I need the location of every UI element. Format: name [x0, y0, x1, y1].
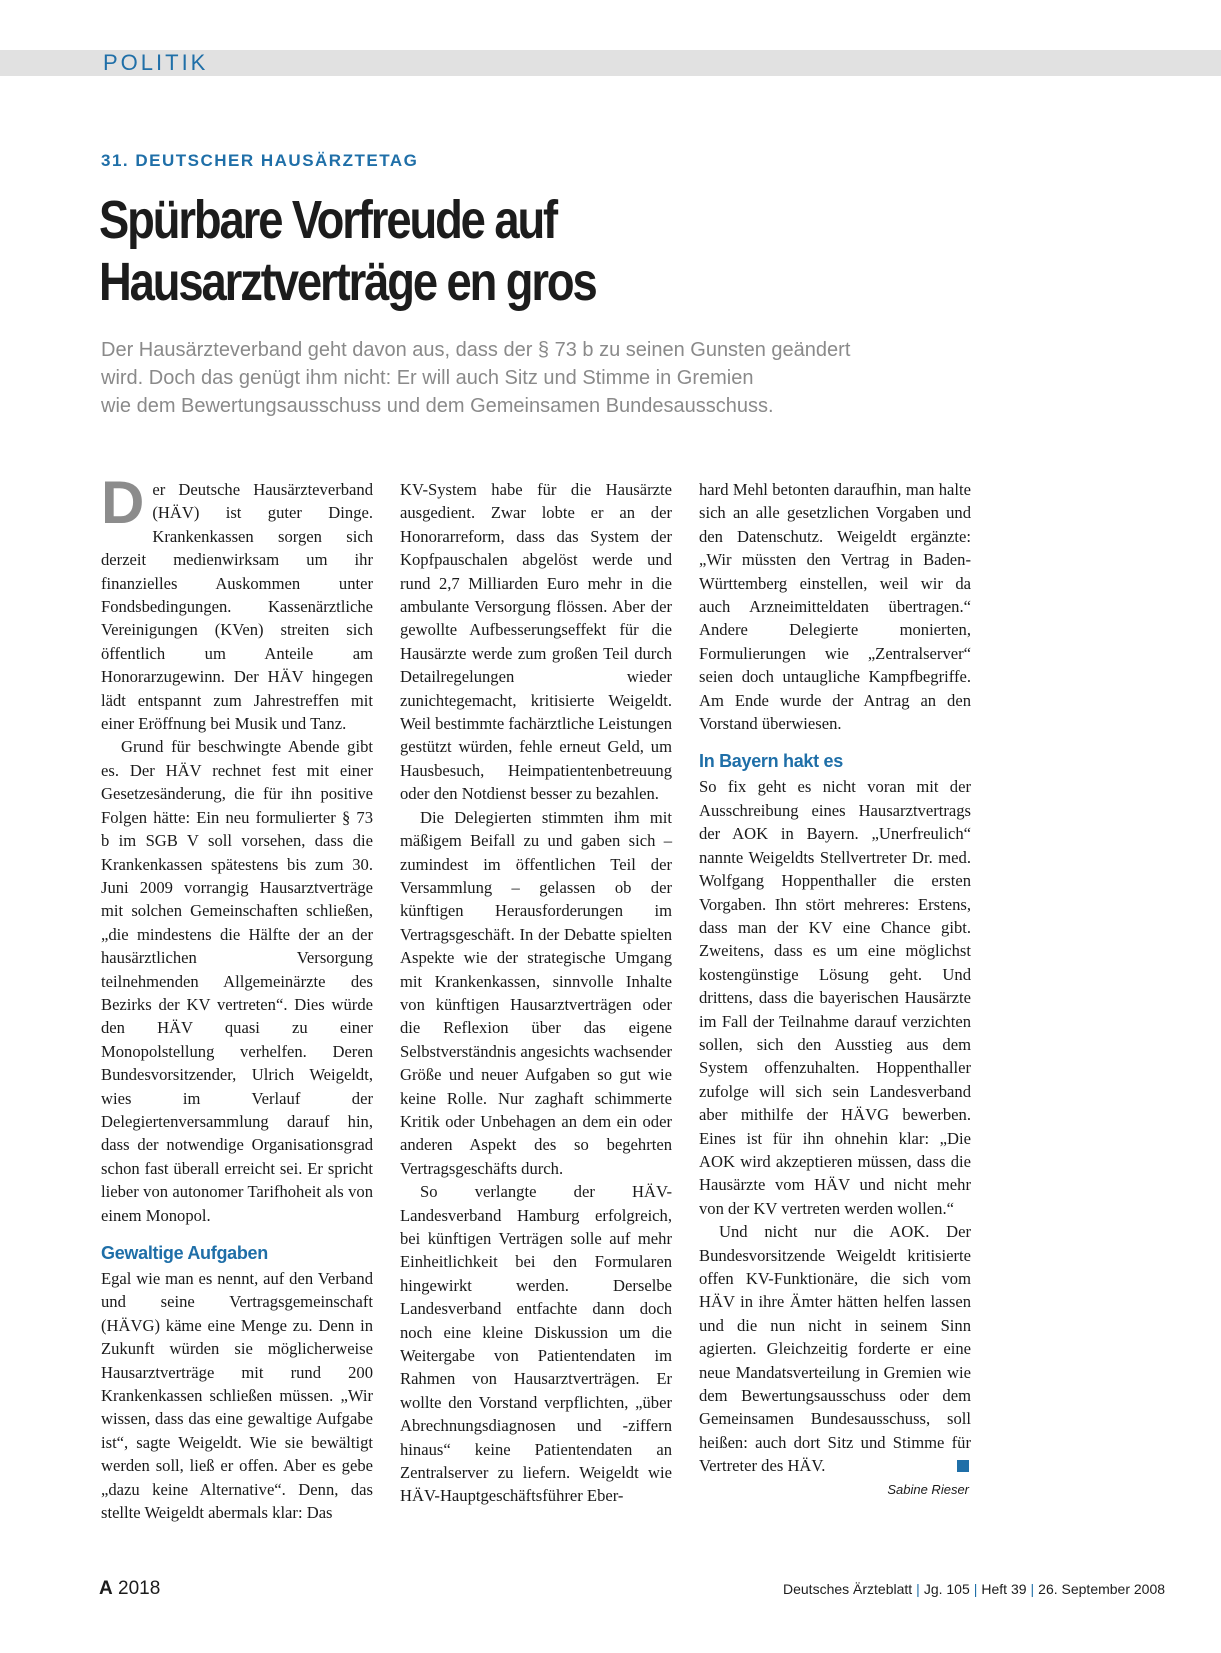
- section-label: POLITIK: [103, 50, 209, 75]
- page-number: [99, 1578, 160, 1600]
- footer-separator: |: [1030, 1581, 1035, 1597]
- article-column-2: [400, 478, 672, 1508]
- headline-line: Hausarztverträge en gros: [99, 252, 596, 312]
- journal-name: Deutsches Ärzteblatt: [783, 1581, 913, 1597]
- end-mark-icon: [957, 1460, 969, 1472]
- paragraph: hard Mehl betonten daraufhin, man halte sich an alle gesetzlichen Vorgaben und den Datenschutz. Weigeldt ergänzte: „Wir müssten den Vertrag in Baden-Württemberg einstellen, weil wir da auch Arzneimitteldaten übertragen.“ Andere Delegierte monierten, Formulierungen wie „Zentralserver“ seien doch untaugliche Kampfbegriffe. Am Ende wurde der Antrag an den Vorstand überwiesen.: [699, 480, 971, 734]
- article-column-3: [699, 478, 971, 1502]
- paragraph: [699, 1220, 971, 1477]
- journal-date: 26. September 2008: [1038, 1581, 1166, 1597]
- article-column-1: [101, 469, 373, 1524]
- paragraph-text: Und nicht nur die AOK. Der Bundesvorsitzende Weigeldt kritisierte offen KV-Funktionäre, die sich vom HÄV in ihre Ämter hätten helfen lassen und die nun nicht in seinem Sinn agierten. Gleichzeitig forderte er eine neue Mandatsverteilung in Gremien wie dem Bewertungsausschuss oder dem Gemeinsamen Bundesausschuss, soll heißen: auch dort Sitz und Stimme für Vertreter des HÄV.: [699, 1222, 971, 1476]
- footer-separator: |: [916, 1581, 920, 1597]
- footer-separator: |: [973, 1581, 978, 1597]
- page-number-value: 2018: [118, 1578, 161, 1599]
- lead-line: wie dem Bewertungsausschuss und dem Gemeinsamen Bundesausschuss.: [101, 395, 774, 417]
- paragraph: KV-System habe für die Hausärzte ausgedient. Zwar lobte er an der Honorarreform, dass das System der Kopfpauschalen abgelöst werde und rund 2,7 Milliarden Euro mehr in die ambulante Versorgung flössen. Aber der gewollte Aufbesserungseffekt für die Hausärzte werde zum großen Teil durch Detailregelungen wieder zunichtegemacht, kritisierte Weigeldt. Weil bestimmte fachärztliche Leistungen gestützt würden, fehle erneut Geld, um Hausbesuch, Heimpatientenbetreuung oder den Notdienst besser zu bezahlen.: [400, 480, 672, 804]
- journal-volume: Jg. 105: [923, 1581, 970, 1597]
- paragraph: Egal wie man es nennt, auf den Verband und seine Vertragsgemeinschaft (HÄVG) käme eine Menge zu. Denn in Zukunft würden sie möglicherweise Hausarztverträge mit rund 200 Krankenkassen schließen müssen. „Wir wissen, dass das eine gewaltige Aufgabe ist“, sagte Weigeldt. Wie sie bewältigt werden soll, ließ er offen. Aber es gebe „dazu keine Alternative“. Denn, das stellte Weigeldt abermals klar: Das: [101, 1269, 373, 1523]
- journal-issue: Heft 39: [981, 1581, 1027, 1597]
- paragraph: [101, 469, 373, 735]
- lead-line: wird. Doch das genügt ihm nicht: Er will auch Sitz und Stimme in Gremien: [101, 367, 754, 389]
- lead-line: Der Hausärzteverband geht davon aus, dass der § 73 b zu seinen Gunsten geändert: [101, 339, 851, 361]
- paragraph: So fix geht es nicht voran mit der Ausschreibung eines Hausarztvertrags der AOK in Bayern. „Unerfreulich“ nannte Weigeldts Stellvertreter Dr. med. Wolfgang Hoppenthaller die ersten Vorgaben. Ihn stört mehreres: Erstens, dass man der KV eine Chance gibt. Zweitens, dass es um eine möglichst kostengünstige Lösung geht. Und drittens, dass die bayerischen Hausärzte im Fall der Teilnahme darauf verzichten sollen, sich den Ausstieg aus dem System offenzuhalten. Hoppenthaller zufolge will sich sein Landesverband aber mithilfe der HÄVG bewerben. Eines ist für ihn ohnehin klar: „Die AOK wird akzeptieren müssen, dass die Hausärzte vom HÄV und nicht mehr von der KV vertreten werden wollen.“: [699, 777, 971, 1218]
- headline: [99, 189, 939, 313]
- paragraph: Die Delegierten stimmten ihm mit mäßigem Beifall zu und gaben sich – zumindest im öffentlichen Teil der Versammlung – gelassen ob der künftigen Herausforderungen im Vertragsgeschäft. In der Debatte spielten Aspekte wie der strategische Umgang mit Krankenkassen, sinnvolle Inhalte von künftigen Hausarztverträgen oder die Reflexion über das eigene Selbstverständnis angesichts wachsender Größe und neuer Aufgaben so gut wie keine Rolle. Nur zaghaft schimmerte Kritik oder Unbehagen an dem ein oder anderen Aspekt des so begehrten Vertragsgeschäfts durch.: [400, 807, 672, 1178]
- subheading: Gewaltige Aufgaben: [101, 1243, 268, 1263]
- paragraph: So verlangte der HÄV-Landesverband Hamburg erfolgreich, bei künftigen Verträgen solle auf mehr Einheitlichkeit bei den Formularen hingewirkt werden. Derselbe Landesverband entfachte dann doch noch eine kleine Diskussion um die Weitergabe von Patientendaten im Rahmen von Hausarztverträgen. Er wollte den Vorstand verpflichten, „über Abrechnungsdiagnosen und -ziffern hinaus“ keine Patientendaten an Zentralserver zu liefern. Weigeldt wie HÄV-Hauptgeschäftsführer Eber-: [400, 1182, 672, 1506]
- dropcap: D: [101, 469, 145, 536]
- paragraph-text: er Deutsche Hausärzteverband (HÄV) ist guter Dinge. Krankenkassen sorgen sich derzeit medienwirksam um ihr finanzielles Auskommen unter Fondsbedingungen. Kassenärztliche Vereinigungen (KVen) streiten sich öffentlich um Anteile am Honorarzugewinn. Der HÄV hingegen lädt entspannt zum Jahrestreffen mit einer Eröffnung bei Musik und Tanz.: [101, 480, 373, 734]
- lead-paragraph: [101, 336, 1001, 420]
- author-byline: Sabine Rieser: [887, 1481, 969, 1497]
- subheading: In Bayern hakt es: [699, 751, 843, 772]
- kicker: 31. DEUTSCHER HAUSÄRZTETAG: [101, 151, 419, 170]
- paragraph: Grund für beschwingte Abende gibt es. Der HÄV rechnet fest mit einer Gesetzesänderung, die für ihn positive Folgen hätte: Ein neu formulierter § 73 b im SGB V soll vorsehen, dass die Krankenkassen spätestens bis zum 30. Juni 2009 vorrangig Hausarztverträge mit solchen Gemeinschaften schließen, „die mindestens die Hälfte der an der hausärztlichen Versorgung teilnehmenden Allgemeinärzte des Bezirks der KV vertreten“. Dies würde den HÄV quasi zu einer Monopolstellung verhelfen. Deren Bundesvorsitzender, Ulrich Weigeldt, wies im Verlauf der Delegiertenversammlung darauf hin, dass der notwendige Organisationsgrad schon fast überall erreicht sei. Er spricht lieber von autonomer Tarifhoheit als von einem Monopol.: [101, 737, 373, 1225]
- footer-meta: [783, 1581, 1165, 1597]
- headline-line: Spürbare Vorfreude auf: [99, 190, 557, 250]
- page-prefix: A: [99, 1578, 113, 1599]
